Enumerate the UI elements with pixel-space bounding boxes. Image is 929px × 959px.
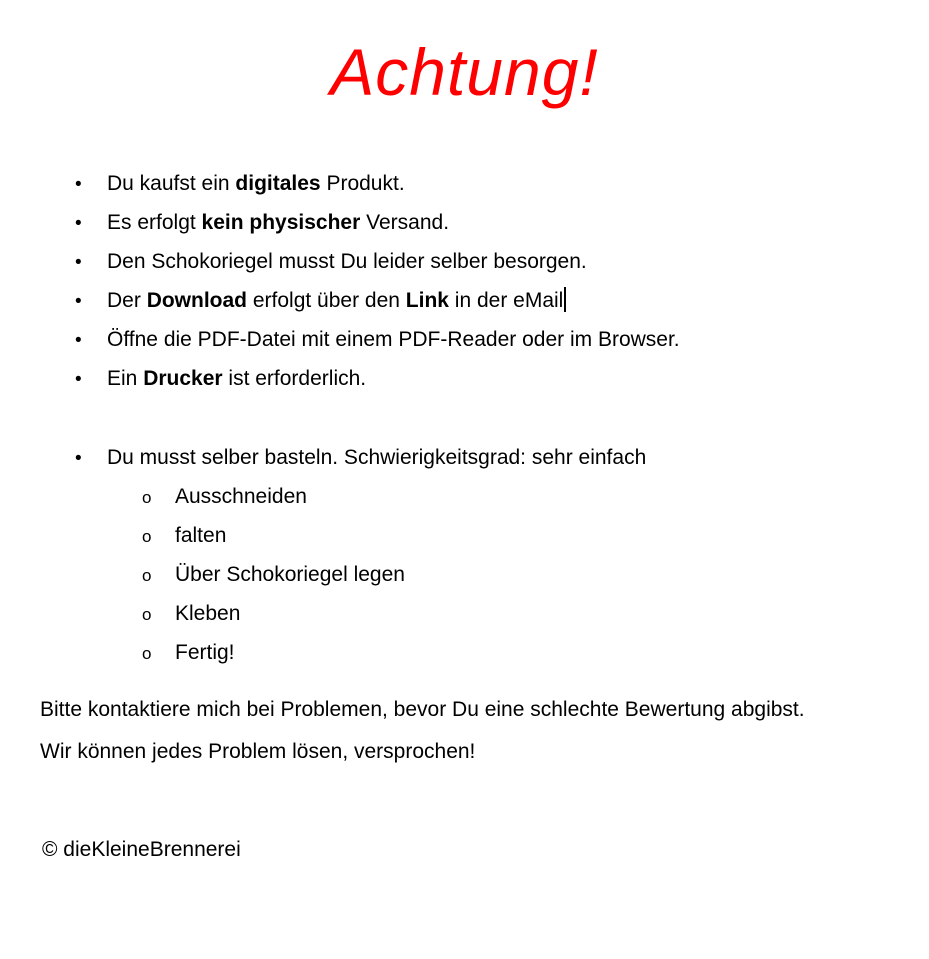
bullet-marker: • <box>75 330 82 351</box>
bullet-marker: • <box>75 291 82 312</box>
text-run: Ein <box>107 367 144 390</box>
document-canvas[interactable] <box>0 30 929 959</box>
list-item <box>75 321 929 360</box>
contact-note: Bitte kontaktiere mich bei Problemen, bevor Du eine schlechte Bewertung abgibst. Wir können jedes Problem lösen, versprochen! <box>40 698 805 763</box>
text-run: ist erforderlich. <box>222 367 367 390</box>
list-item <box>75 282 929 321</box>
list-item-text <box>107 243 587 281</box>
bullet-marker: • <box>75 174 82 195</box>
copyright-note: © dieKleineBrennerei <box>42 838 241 861</box>
list-item <box>142 556 929 595</box>
text-run: Den Schokoriegel musst Du leider selber besorgen. <box>107 250 587 273</box>
text-run: Der <box>107 289 147 312</box>
bold-text-run: Link <box>405 289 449 312</box>
list-item-text <box>107 321 680 359</box>
text-run: falten <box>175 524 227 547</box>
list-item-text <box>107 165 405 203</box>
page-title: Achtung! <box>330 35 599 109</box>
list-item-text <box>107 439 646 477</box>
list-item-text <box>175 478 307 516</box>
text-run: Es erfolgt <box>107 211 202 234</box>
list-item <box>142 478 929 517</box>
bullet-marker: o <box>142 488 152 507</box>
text-run: Du kaufst ein <box>107 172 236 195</box>
list-item-text <box>175 595 240 633</box>
list-item-text <box>107 282 566 320</box>
bullet-marker: o <box>142 644 152 663</box>
text-run: in der eMail <box>448 289 564 312</box>
list-item <box>142 517 929 556</box>
bold-text-run: digitales <box>235 172 321 195</box>
list-item-text <box>175 556 405 594</box>
list-item <box>75 204 929 243</box>
list-item-text <box>107 360 366 398</box>
text-run: Produkt. <box>320 172 405 195</box>
text-run: Über Schokoriegel legen <box>175 563 405 586</box>
list-item <box>75 439 929 478</box>
list-item <box>142 634 929 673</box>
bold-text-run: Drucker <box>143 367 223 390</box>
text-run: Ausschneiden <box>175 485 307 508</box>
text-run: Kleben <box>175 602 241 625</box>
list-item <box>75 360 929 399</box>
text-cursor <box>564 287 566 312</box>
list-item-text <box>107 204 449 242</box>
bold-text-run: Download <box>146 289 248 312</box>
bullet-list <box>0 165 929 673</box>
bullet-marker: o <box>142 605 152 624</box>
text-run: Öffne die PDF-Datei mit einem PDF-Reader oder im Browser. <box>107 328 680 351</box>
bullet-marker: • <box>75 252 82 273</box>
text-run: Du musst selber basteln. Schwierigkeitsgrad: sehr einfach <box>107 446 647 469</box>
bold-text-run: kein physischer <box>201 211 361 234</box>
bullet-marker: o <box>142 527 152 546</box>
bullet-marker: • <box>75 448 82 469</box>
list-item <box>142 595 929 634</box>
text-run: Fertig! <box>175 641 235 664</box>
bullet-marker: o <box>142 566 152 585</box>
text-run: Versand. <box>360 211 450 234</box>
list-item <box>75 243 929 282</box>
bullet-marker: • <box>75 369 82 390</box>
list-item <box>75 165 929 204</box>
list-item-text <box>175 634 235 672</box>
list-item-text <box>175 517 226 555</box>
text-run: erfolgt über den <box>247 289 406 312</box>
bullet-marker: • <box>75 213 82 234</box>
